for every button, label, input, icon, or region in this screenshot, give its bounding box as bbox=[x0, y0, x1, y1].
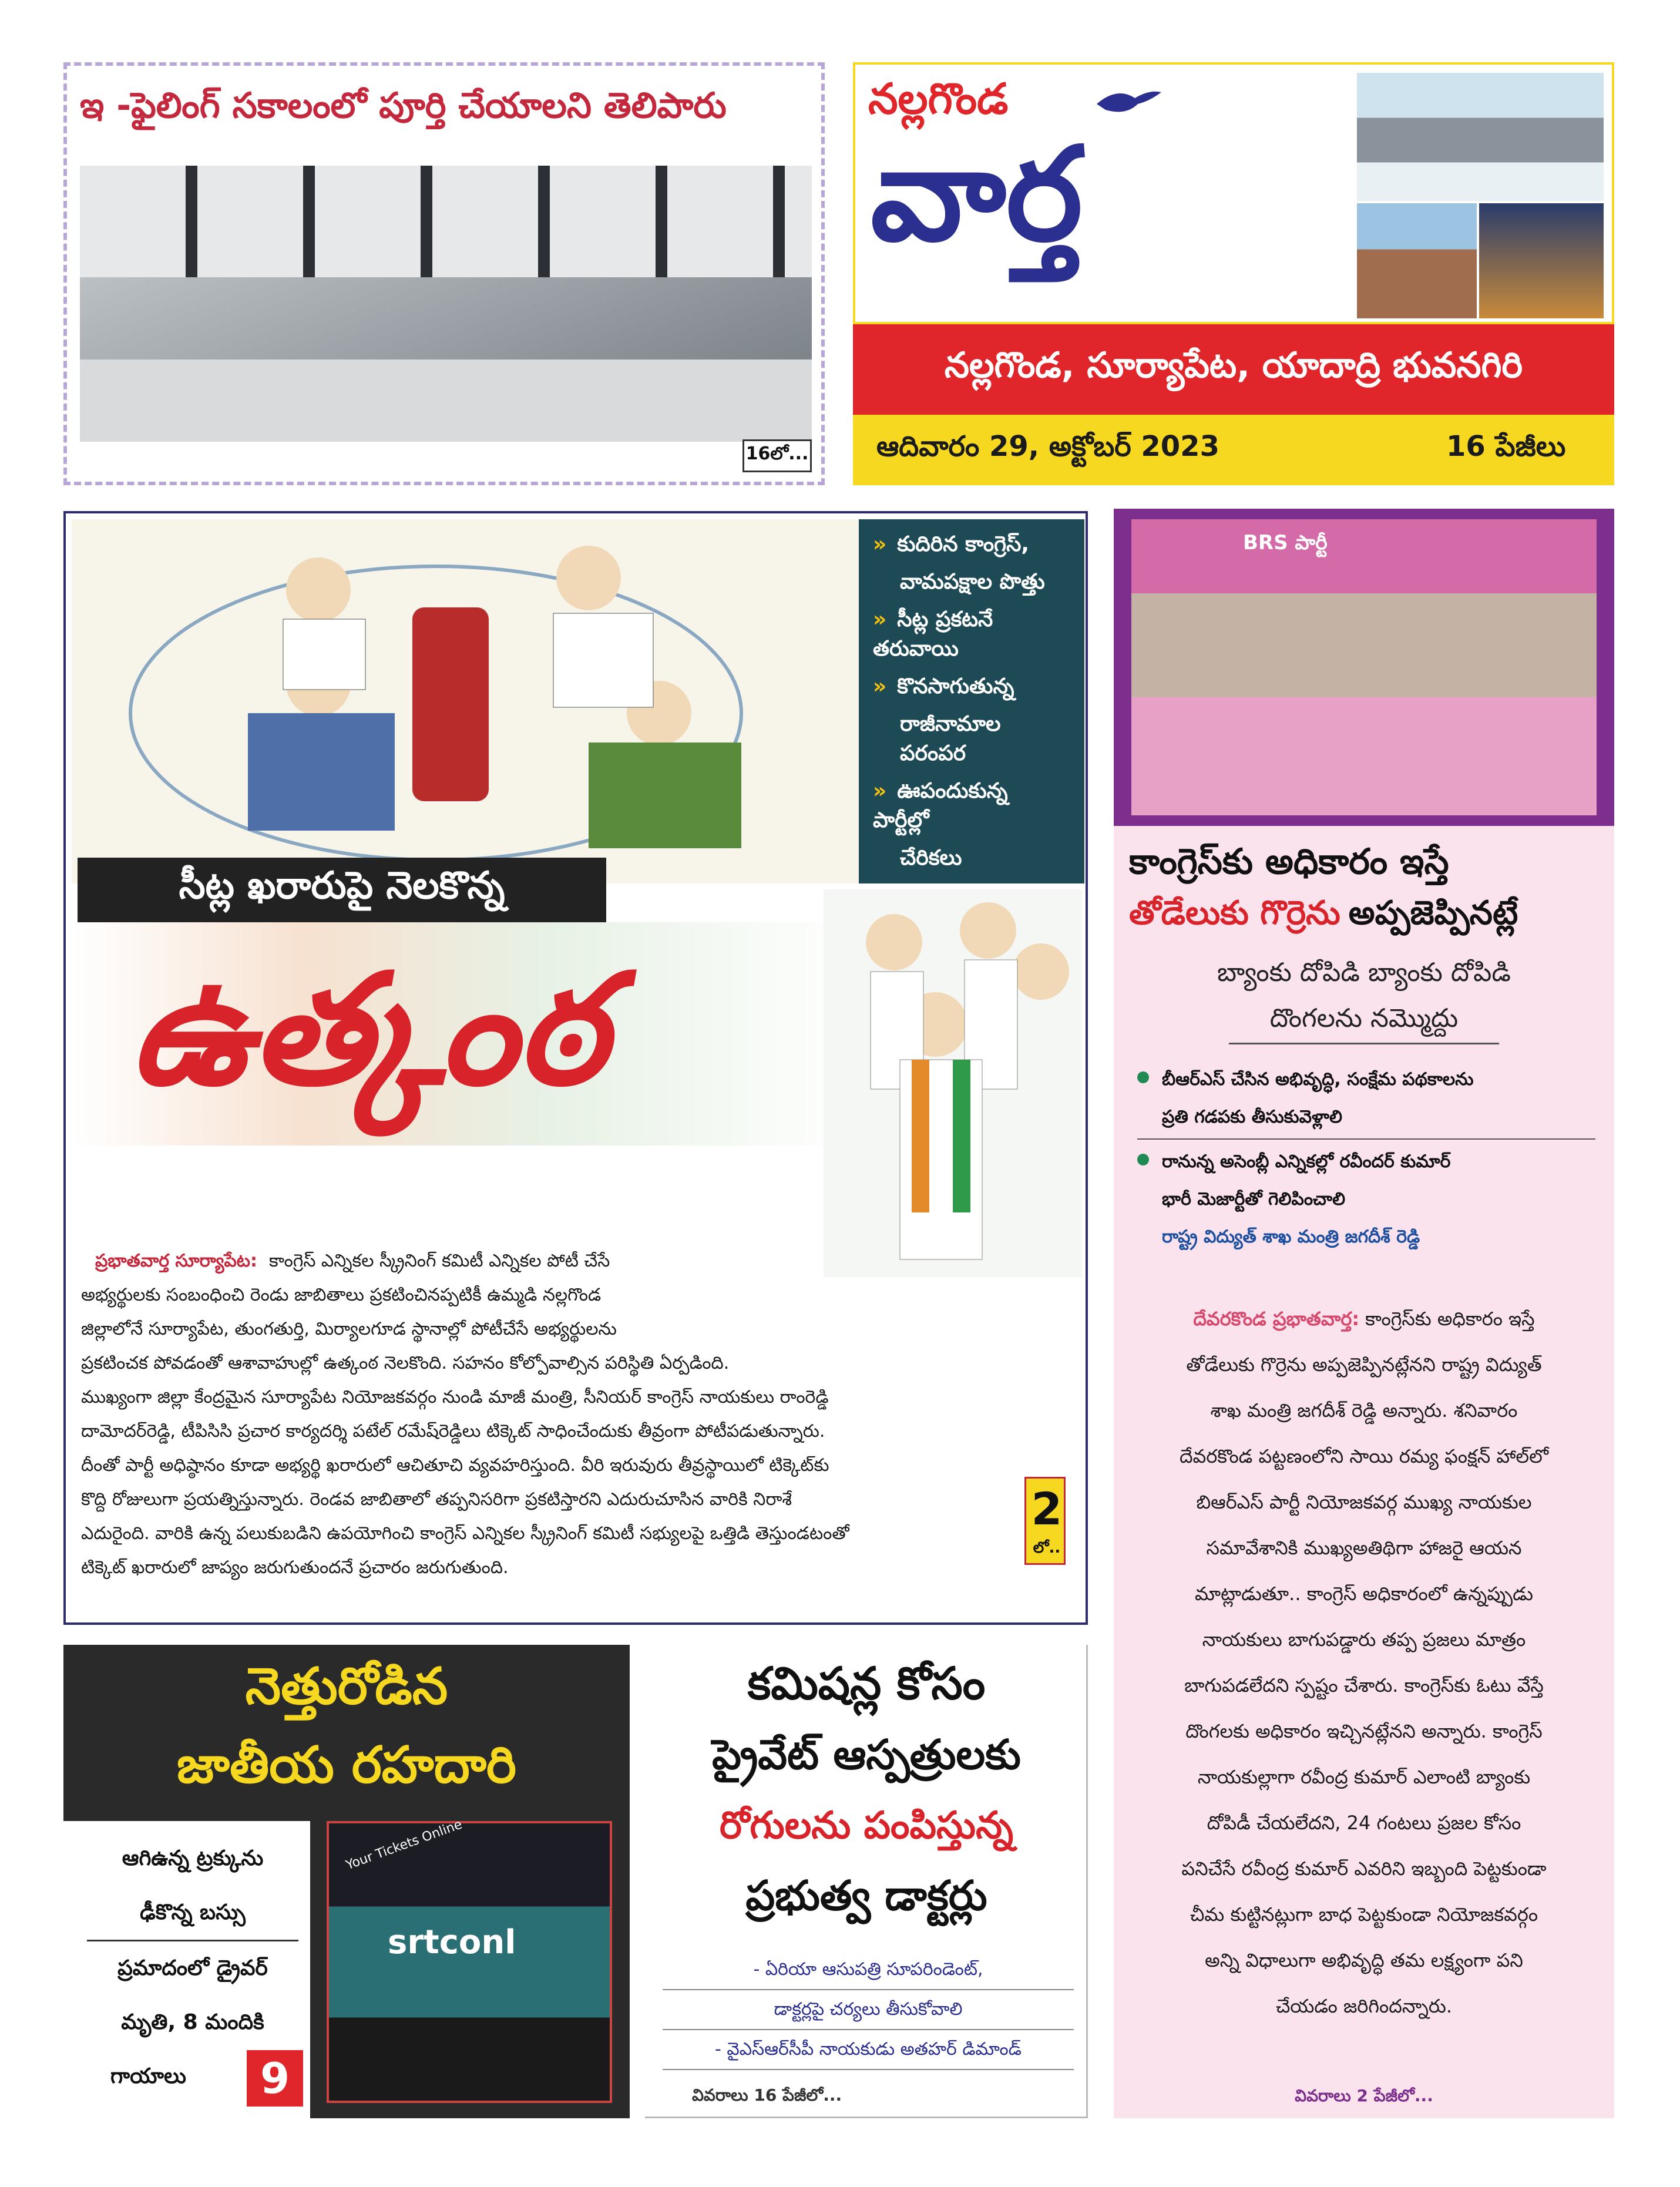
lead-body-line: జిల్లాలోనే సూర్యాపేట, తుంగతుర్తి, మిర్యాలగూడ స్థానాల్లో పోటీచేసే అభ్యర్థులను bbox=[81, 1319, 617, 1339]
lead-body-line: ప్రభాతవార్త సూర్యాపేట: కాంగ్రెస్ ఎన్నికల స్క్రీనింగ్ కమిటీ ఎన్నికల పోటీ చేసే bbox=[95, 1251, 610, 1271]
right-body-line: చీమ కుట్టినట్లుగా బాధ పెట్టకుండా నియోజకవర్గం bbox=[1190, 1903, 1538, 1926]
bullet-dot-icon bbox=[1137, 1071, 1149, 1083]
cartoon-illustration bbox=[72, 519, 859, 883]
accident-story-box bbox=[63, 1645, 630, 2118]
lead-dateline: ప్రభాతవార్త సూర్యాపేట: bbox=[95, 1251, 257, 1271]
right-footer: వివరాలు 2 పేజీలో... bbox=[1295, 2086, 1433, 2105]
right-point-line: భారీ మెజార్టీతో గెలిపించాలి bbox=[1162, 1189, 1346, 1210]
lead-bullet-item: » కొనసాగుతున్న bbox=[873, 674, 1014, 698]
hospital-sub-line: డాక్టర్లపై చర్యలు తీసుకోవాలి bbox=[663, 1990, 1074, 2030]
hospital-sub-line: - ఏరియా ఆసుపత్రి సూపరిండెంట్, bbox=[663, 1950, 1074, 1990]
right-points bbox=[1137, 1061, 1595, 1256]
lead-body-line: ముఖ్యంగా జిల్లా కేంద్రమైన సూర్యాపేట నియోజకవర్గం నుండి మాజీ మంత్రి, సీనియర్ కాంగ్రెస్ నాయకులు రాంరెడ్డి bbox=[81, 1387, 829, 1407]
bus-sign-text-2: srtconl bbox=[388, 1923, 516, 1961]
bullet-dot-icon bbox=[1137, 1154, 1149, 1165]
right-headline-1: కాంగ్రెస్‌కు అధికారం ఇస్తే bbox=[1129, 841, 1449, 882]
hospital-footer: వివరాలు 16 పేజీలో... bbox=[692, 2085, 842, 2105]
temple-photo bbox=[1357, 203, 1477, 318]
right-body-line: చేయడం జరిగిందన్నారు. bbox=[1275, 1995, 1453, 2017]
masthead bbox=[853, 62, 1614, 485]
brand-large: వార్త bbox=[871, 119, 1083, 270]
lead-body-line: ప్రకటించక పోవడంతో ఆశావాహుల్లో ఉత్కంఠ నెలకొంది. సహనం కోల్పోవాల్సిన పరిస్థితి ఏర్పడింది. bbox=[81, 1353, 730, 1373]
right-body-line: పనిచేసే రవీంద్ర కుమార్ ఎవరిని ఇబ్బంది పెట్టకుండా bbox=[1181, 1857, 1547, 1880]
brand-small: నల్లగొండ bbox=[868, 74, 1009, 123]
lead-kicker: సీట్ల ఖరారుపై నెలకొన్న bbox=[78, 858, 606, 922]
lead-bullet-item: రాజీనామాల పరంపర bbox=[900, 712, 1001, 765]
accident-point: ఢీకొన్న బస్సు bbox=[87, 1886, 298, 1941]
right-body-line: దేవరకొండ ప్రభాతవార్త: కాంగ్రెస్‌కు అధికారం ఇస్తే bbox=[1193, 1308, 1535, 1330]
right-point bbox=[1137, 1143, 1595, 1218]
top-story-box bbox=[63, 62, 825, 485]
lead-body bbox=[81, 1244, 1021, 1585]
lead-bullet-item: చేరికలు bbox=[900, 846, 962, 870]
right-body-line: మాట్లాడుతూ.. కాంగ్రెస్ అధికారంలో ఉన్నప్పుడు bbox=[1195, 1583, 1533, 1605]
right-body-line: సమావేశానికి ముఖ్యఅతిథిగా హాజరై ఆయన bbox=[1206, 1537, 1522, 1559]
right-point-divider bbox=[1137, 1138, 1595, 1140]
right-body-line: దొంగలకు అధికారం ఇచ్చినట్లేనని అన్నారు. కాంగ్రెస్ bbox=[1185, 1720, 1543, 1742]
accident-headline-2: జాతీయ రహదారి bbox=[176, 1735, 517, 1795]
right-body-line: నాయకులు బాగుపడ్డారు తప్ప ప్రజలు మాత్రం bbox=[1202, 1628, 1526, 1651]
accident-point: గాయాలు bbox=[110, 2064, 186, 2088]
right-story-photo-banner: BRS పార్టీ bbox=[1243, 531, 1328, 555]
lead-story-box bbox=[63, 511, 1088, 1625]
right-dateline: దేవరకొండ ప్రభాతవార్త: bbox=[1193, 1308, 1360, 1330]
lead-bullet-item: » ఊపందుకున్న పార్టీల్లో bbox=[873, 779, 1008, 832]
right-point-line: బీఆర్ఎస్ చేసిన అభివృద్ధి, సంక్షేమ పథకాలను bbox=[1162, 1069, 1474, 1090]
right-story-photo-frame bbox=[1114, 509, 1614, 826]
right-body-line: బాగుపడలేదని స్పష్టం చేశారు. కాంగ్రెస్‌కు ఓటు వేస్తే bbox=[1184, 1674, 1544, 1696]
hospital-line-1: కమిషన్ల కోసం bbox=[747, 1657, 986, 1709]
hospital-line-3: రోగులను పంపిస్తున్న bbox=[719, 1803, 1014, 1847]
lead-body-line: దీంతో పార్టీ అధిష్ఠానం కూడా అభ్యర్థి ఖరారులో ఆచితూచి వ్యవహరిస్తుంది. వీరి ఇరువురు తీవ్రస్థాయిలో టిక్కెట్‌కు bbox=[81, 1455, 829, 1476]
right-headline-red: తోడేలుకు గొర్రెను bbox=[1129, 894, 1340, 932]
leaders-illustration bbox=[824, 889, 1082, 1277]
lead-bullets-list bbox=[873, 532, 1070, 875]
right-body-line: బిఆర్ఎస్ పార్టీ నియోజకవర్గ ముఖ్య నాయకుల bbox=[1196, 1491, 1532, 1513]
dove-icon bbox=[1094, 83, 1164, 119]
accident-photo bbox=[327, 1817, 612, 2103]
right-headline-tail: అప్పజెప్పినట్లే bbox=[1348, 894, 1518, 932]
right-story-photo bbox=[1131, 519, 1597, 815]
right-story-box bbox=[1114, 509, 1614, 2118]
right-body-line: దోపిడీ చేయలేదని, 24 గంటలు ప్రజల కోసం bbox=[1207, 1812, 1521, 1834]
right-sub-1: బ్యాంకు దోపిడి బ్యాంకు దోపిడి bbox=[1217, 958, 1511, 987]
hospital-sub bbox=[663, 1950, 1074, 2070]
top-story-page-ref: 16లో... bbox=[742, 439, 812, 472]
accident-point: ప్రమాదంలో డ్రైవర్ bbox=[117, 1956, 268, 1980]
accident-point: మృతి, 8 మందికి bbox=[121, 2010, 264, 2034]
right-point-line: ప్రతి గడపకు తీసుకువెళ్లాలి bbox=[1162, 1107, 1342, 1127]
lead-jump-suffix: లో.. bbox=[1033, 1539, 1061, 1557]
hospital-line-4: ప్రభుత్వ డాక్టర్లు bbox=[745, 1871, 987, 1920]
right-body-line: శాఖ మంత్రి జగదీశ్ రెడ్డి అన్నారు. శనివారం bbox=[1210, 1399, 1518, 1422]
masthead-districts: నల్లగొండ, సూర్యాపేట, యాదాద్రి భువనగిరి bbox=[853, 324, 1614, 415]
meeting-table bbox=[80, 360, 812, 442]
bus-sign-text-1: Your Tickets Online bbox=[344, 1817, 465, 1873]
right-attribution: రాష్ట్ర విద్యుత్ శాఖ మంత్రి జగదీశ్ రెడ్డి bbox=[1162, 1227, 1420, 1247]
right-body-line: నాయకుల్లాగా రవీంద్ర కుమార్ ఎలాంటి బ్యాంకు bbox=[1197, 1766, 1531, 1788]
hospital-story-box bbox=[645, 1645, 1088, 2118]
lead-body-line: అభ్యర్థులకు సంబంధించి రెండు జాబితాలు ప్రకటించినప్పటికీ ఉమ్మడి నల్లగొండ bbox=[81, 1285, 602, 1305]
hospital-sub-line: - వైఎస్ఆర్‌సీపీ నాయకుడు అతహర్ డిమాండ్ bbox=[663, 2030, 1074, 2070]
lead-body-line: దామోదర్‌రెడ్డి, టీపిసిసి ప్రచార కార్యదర్శి పటేల్ రమేష్‌రెడ్డిలు టిక్కెట్ సాధించేందుకు తీవ్రంగా పోటీపడుతున్నారు. bbox=[81, 1421, 825, 1442]
lead-headline: ఉత్కంఠ bbox=[130, 942, 607, 1119]
right-body bbox=[1125, 1296, 1602, 2029]
lead-bullet-item: » సీట్ల ప్రకటనే తరువాయి bbox=[873, 607, 993, 661]
top-story-photo bbox=[80, 166, 812, 442]
right-point-line: రానున్న అసెంబ్లీ ఎన్నికల్లో రవీందర్ కుమార్ bbox=[1162, 1151, 1451, 1172]
accident-headline-1: నెత్తురోడిన bbox=[245, 1657, 448, 1716]
right-body-line: అన్ని విధాలుగా అభివృద్ధి తమ లక్ష్యంగా పని bbox=[1205, 1949, 1523, 1971]
accident-point: ఆగిఉన్న ట్రక్కును bbox=[122, 1846, 264, 1870]
lead-body-line: టిక్కెట్ ఖరారులో జాప్యం జరుగుతుందనే ప్రచారం జరుగుతుంది. bbox=[81, 1557, 509, 1578]
right-body-line: తోడేలుకు గొర్రెను అప్పజెప్పినట్లేనని రాష్ట్ర విద్యుత్ bbox=[1186, 1353, 1542, 1376]
lead-jump-number: 2 bbox=[1031, 1482, 1063, 1535]
right-point bbox=[1137, 1061, 1595, 1136]
masthead-pages: 16 పేజీలు bbox=[1446, 430, 1566, 463]
accident-page-number: 9 bbox=[247, 2050, 303, 2107]
hospital-line-2: ప్రైవేట్ ఆస్పత్రులకు bbox=[712, 1730, 1021, 1779]
lead-bullet-item: » కుదిరిన కాంగ్రెస్, bbox=[873, 532, 1030, 556]
right-headline-2 bbox=[1129, 894, 1518, 940]
lead-bullet-item: వామపక్షాల పొత్తు bbox=[900, 570, 1045, 594]
top-story-headline: ఇ -ఫైలింగ్ సకాలంలో పూర్తి చేయాలని తెలిపారు bbox=[80, 85, 727, 126]
night-city-photo bbox=[1479, 203, 1604, 318]
lead-body-line: కొద్ది రోజులుగా ప్రయత్నిస్తున్నారు. రెండవ జాబితాలో తప్పనిసరిగా ప్రకటిస్తారని ఎదురుచూసిన వారికి నిరాశే bbox=[81, 1489, 792, 1510]
dam-photo bbox=[1357, 73, 1604, 201]
lead-jump-box bbox=[1024, 1477, 1066, 1565]
right-sub-2: దొంగలను నమ్మొద్దు bbox=[1229, 1000, 1499, 1044]
right-body-line: దేవరకొండ పట్టణంలోని సాయి రమ్య ఫంక్షన్ హాల్‌లో bbox=[1179, 1445, 1549, 1467]
masthead-date: ఆదివారం 29, అక్టోబర్ 2023 bbox=[876, 430, 1219, 463]
lead-body-line: ఎదురైంది. వారికి ఉన్న పలుకుబడిని ఉపయోగించి కాంగ్రెస్ ఎన్నికల స్క్రీనింగ్ కమిటీ సభ్యులపై ఒత్తిడి తెస్తుండటంతో bbox=[81, 1523, 849, 1544]
wall-windows bbox=[80, 166, 812, 277]
lead-bullets-panel bbox=[859, 519, 1084, 883]
